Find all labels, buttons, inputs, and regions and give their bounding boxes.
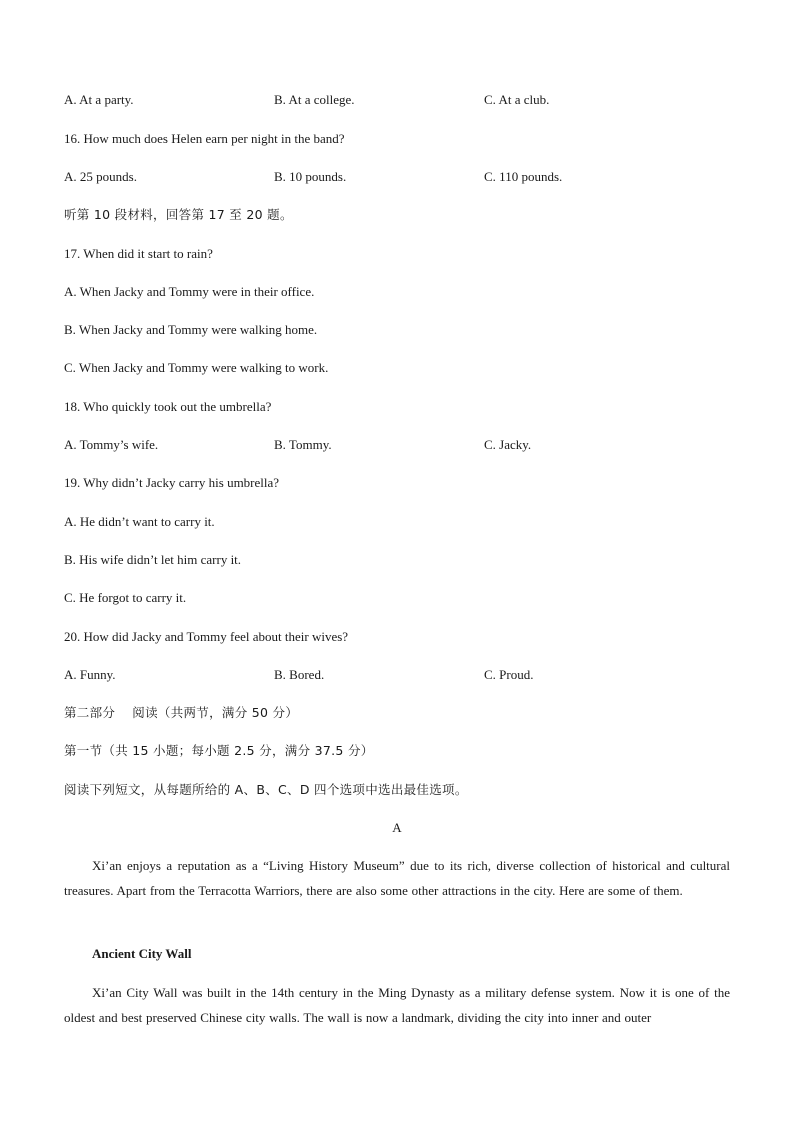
q17-option-a: A. When Jacky and Tommy were in their office.: [64, 284, 315, 299]
q16-option-a: A. 25 pounds.: [64, 169, 137, 184]
q18-option-c: C. Jacky.: [484, 437, 532, 452]
q18-option-b: B. Tommy.: [274, 437, 332, 452]
q17-option-b: B. When Jacky and Tommy were walking home.: [64, 322, 318, 337]
passage-intro-paragraph: Xi’an enjoys a reputation as a “Living History Museum” due to its rich, diverse collection of historical and cultural treasures. Apart from the Terracotta Warriors, there are also some other attractions in the city. Here are some of them.: [64, 858, 730, 898]
q18-question: 18. Who quickly took out the umbrella?: [64, 399, 272, 414]
q20-option-c: C. Proud.: [484, 667, 534, 682]
part2-title: 第二部分 阅读（共两节，满分 50 分）: [64, 705, 299, 720]
q17-question: 17. When did it start to rain?: [64, 246, 213, 261]
q19-option-a: A. He didn’t want to carry it.: [64, 514, 215, 529]
passage-label: A: [392, 820, 402, 835]
q16-option-c: C. 110 pounds.: [484, 169, 563, 184]
section1-title: 第一节（共 15 小题；每小题 2.5 分，满分 37.5 分）: [64, 743, 374, 758]
q20-option-b: B. Bored.: [274, 667, 325, 682]
city-wall-heading: Ancient City Wall: [92, 946, 192, 961]
q20-option-a: A. Funny.: [64, 667, 116, 682]
q15-option-c: C. At a club.: [484, 92, 550, 107]
q15-option-a: A. At a party.: [64, 92, 134, 107]
q19-option-c: C. He forgot to carry it.: [64, 590, 187, 605]
q15-option-b: B. At a college.: [274, 92, 355, 107]
city-wall-paragraph: Xi’an City Wall was built in the 14th century in the Ming Dynasty as a military defense system. Now it is one of the oldest and best preserved Chinese city walls. The wall is now a landmark, dividing the city into inner and outer: [64, 985, 730, 1025]
q19-option-b: B. His wife didn’t let him carry it.: [64, 552, 242, 567]
section10-instruction: 听第 10 段材料，回答第 17 至 20 题。: [64, 207, 293, 222]
reading-instruction: 阅读下列短文，从每题所给的 A、B、C、D 四个选项中选出最佳选项。: [64, 782, 468, 797]
q19-question: 19. Why didn’t Jacky carry his umbrella?: [64, 475, 280, 490]
q16-question: 16. How much does Helen earn per night in the band?: [64, 131, 345, 146]
q17-option-c: C. When Jacky and Tommy were walking to work.: [64, 360, 329, 375]
q16-option-b: B. 10 pounds.: [274, 169, 347, 184]
q20-question: 20. How did Jacky and Tommy feel about their wives?: [64, 629, 349, 644]
q18-option-a: A. Tommy’s wife.: [64, 437, 159, 452]
